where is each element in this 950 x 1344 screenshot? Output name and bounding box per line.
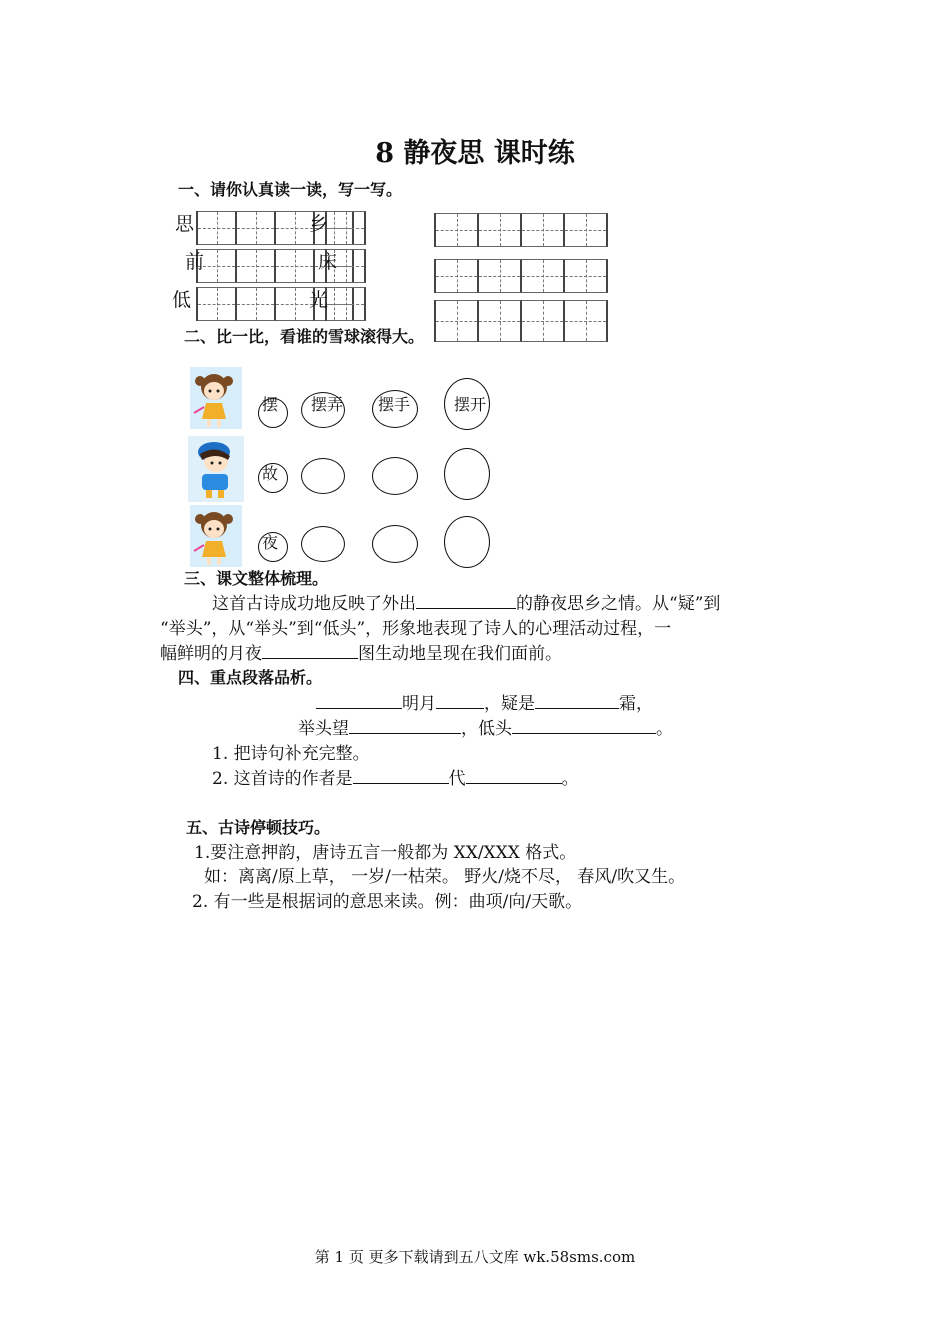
- fill-blank[interactable]: [466, 767, 562, 784]
- fill-blank[interactable]: [316, 692, 402, 709]
- girl-cartoon-icon: [190, 367, 242, 429]
- section2-heading: 二、比一比，看谁的雪球滚得大。: [184, 324, 428, 347]
- section3-line2: “举头”，从“举头”到“低头”，形象地表现了诗人的心理活动过程，一: [160, 619, 672, 639]
- poem-line1: [316, 689, 653, 714]
- text: 2. 这首诗的作者是: [212, 769, 353, 789]
- page-footer: 第 1 页 更多下载请到五八文库 wk.58sms.com: [314, 1248, 636, 1266]
- grid-char-di: 低: [172, 289, 192, 311]
- question-2: [212, 764, 579, 789]
- fill-blank[interactable]: [349, 717, 461, 734]
- snowball-large[interactable]: [372, 457, 418, 495]
- text: 的静夜思乡之情。从“疑”到: [516, 594, 721, 614]
- snowball-large[interactable]: [372, 525, 418, 563]
- snowball-char: 摆: [262, 395, 279, 414]
- tip-2: 2. 有一些是根据词的意思来读。例：曲项/向/天歌。: [192, 892, 583, 912]
- text: 明月: [402, 694, 436, 714]
- text: 举头望: [298, 719, 349, 739]
- question-1: 1. 把诗句补充完整。: [212, 744, 370, 764]
- text: ，低头: [461, 719, 512, 739]
- section5-heading: 五、古诗停顿技巧。: [186, 818, 331, 837]
- snowball-largest[interactable]: [444, 448, 490, 500]
- text: 霜，: [619, 694, 653, 714]
- text: 。: [656, 719, 673, 739]
- text: 代: [448, 769, 466, 789]
- snowball-word: 摆弄: [311, 395, 344, 414]
- snowball-medium[interactable]: [301, 458, 345, 494]
- text: 图生动地呈现在我们面前。: [358, 644, 562, 664]
- grid-char-si: 思: [175, 213, 195, 235]
- page-title: 8 静夜思 课时练: [375, 138, 575, 169]
- snowball-word: 摆开: [454, 395, 487, 414]
- grid-char-xiang: 乡: [309, 213, 329, 235]
- section3-line1: [212, 589, 720, 614]
- grid-char-guang: 光: [309, 289, 329, 311]
- fill-blank[interactable]: [262, 642, 358, 659]
- snowball-char: 故: [262, 464, 279, 483]
- text: 这首古诗成功地反映了外出: [212, 594, 416, 614]
- section4-heading: 四、重点段落品析。: [178, 668, 323, 687]
- section3-heading: 三、课文整体梳理。: [184, 569, 329, 588]
- section1-heading: 一、请你认真读一读，写一写。: [178, 180, 403, 199]
- section3-line3: [160, 639, 562, 664]
- fill-blank[interactable]: [535, 692, 619, 709]
- snowball-word: 摆手: [378, 395, 411, 414]
- fill-blank[interactable]: [416, 592, 516, 609]
- snowball-largest[interactable]: [444, 516, 490, 568]
- fill-blank[interactable]: [436, 692, 484, 709]
- fill-blank[interactable]: [353, 767, 449, 784]
- snowball-medium[interactable]: [301, 526, 345, 562]
- tip-1: 1.要注意押韵，唐诗五言一般都为 XX/XXX 格式。: [194, 843, 577, 863]
- text: 幅鲜明的月夜: [160, 644, 262, 664]
- girl-cartoon-icon: [190, 505, 242, 567]
- grid-char-chuang: 床: [318, 251, 338, 273]
- text: ，疑是: [484, 694, 535, 714]
- boy-cartoon-icon: [188, 436, 244, 502]
- text: 。: [561, 769, 579, 789]
- tip-example: 如：离离/原上草， 一岁/一枯荣。 野火/烧不尽， 春风/吹又生。: [204, 867, 686, 887]
- fill-blank[interactable]: [512, 717, 656, 734]
- grid-char-qian: 前: [185, 251, 205, 273]
- poem-line2: [298, 714, 673, 739]
- snowball-char: 夜: [262, 533, 279, 552]
